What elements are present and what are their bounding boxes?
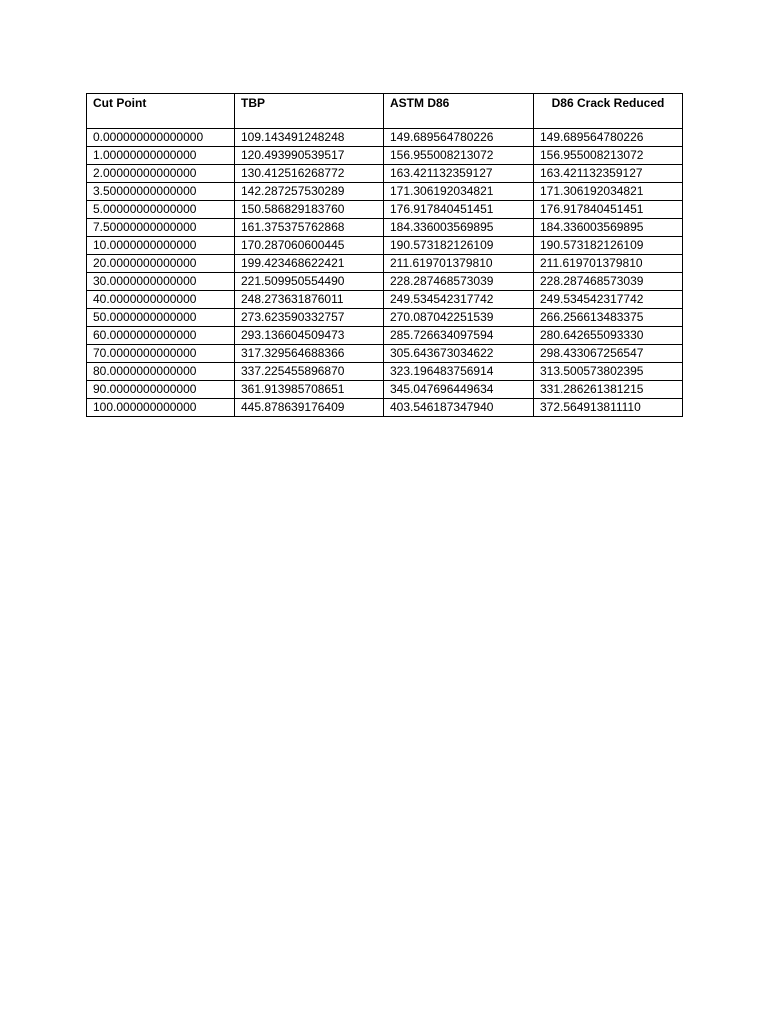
distillation-table bbox=[86, 93, 683, 417]
cell-cut-point: 60.0000000000000 bbox=[87, 327, 235, 345]
table-row bbox=[87, 381, 683, 399]
table-row bbox=[87, 345, 683, 363]
cell-astm-d86: 184.336003569895 bbox=[384, 219, 534, 237]
table-row bbox=[87, 237, 683, 255]
header-astm-d86: ASTM D86 bbox=[384, 94, 534, 129]
cell-d86-crack-reduced: 249.534542317742 bbox=[534, 291, 683, 309]
cell-cut-point: 3.50000000000000 bbox=[87, 183, 235, 201]
cell-astm-d86: 228.287468573039 bbox=[384, 273, 534, 291]
table-row bbox=[87, 219, 683, 237]
cell-d86-crack-reduced: 313.500573802395 bbox=[534, 363, 683, 381]
table-row bbox=[87, 327, 683, 345]
header-tbp: TBP bbox=[235, 94, 384, 129]
cell-astm-d86: 270.087042251539 bbox=[384, 309, 534, 327]
header-d86-crack-reduced: D86 Crack Reduced bbox=[534, 94, 683, 129]
cell-tbp: 248.273631876011 bbox=[235, 291, 384, 309]
cell-astm-d86: 176.917840451451 bbox=[384, 201, 534, 219]
table-row bbox=[87, 129, 683, 147]
table-row bbox=[87, 255, 683, 273]
cell-cut-point: 1.00000000000000 bbox=[87, 147, 235, 165]
cell-astm-d86: 190.573182126109 bbox=[384, 237, 534, 255]
table-row bbox=[87, 291, 683, 309]
cell-astm-d86: 323.196483756914 bbox=[384, 363, 534, 381]
cell-astm-d86: 149.689564780226 bbox=[384, 129, 534, 147]
cell-tbp: 445.878639176409 bbox=[235, 399, 384, 417]
cell-tbp: 150.586829183760 bbox=[235, 201, 384, 219]
cell-d86-crack-reduced: 228.287468573039 bbox=[534, 273, 683, 291]
cell-astm-d86: 211.619701379810 bbox=[384, 255, 534, 273]
cell-d86-crack-reduced: 156.955008213072 bbox=[534, 147, 683, 165]
cell-tbp: 142.287257530289 bbox=[235, 183, 384, 201]
cell-tbp: 337.225455896870 bbox=[235, 363, 384, 381]
table-row bbox=[87, 363, 683, 381]
cell-d86-crack-reduced: 171.306192034821 bbox=[534, 183, 683, 201]
table-row bbox=[87, 273, 683, 291]
cell-astm-d86: 171.306192034821 bbox=[384, 183, 534, 201]
cell-cut-point: 30.0000000000000 bbox=[87, 273, 235, 291]
cell-tbp: 273.623590332757 bbox=[235, 309, 384, 327]
cell-d86-crack-reduced: 163.421132359127 bbox=[534, 165, 683, 183]
cell-cut-point: 20.0000000000000 bbox=[87, 255, 235, 273]
header-row bbox=[87, 94, 683, 129]
table-row bbox=[87, 309, 683, 327]
cell-cut-point: 70.0000000000000 bbox=[87, 345, 235, 363]
cell-cut-point: 10.0000000000000 bbox=[87, 237, 235, 255]
table-header bbox=[87, 94, 683, 129]
cell-astm-d86: 305.643673034622 bbox=[384, 345, 534, 363]
cell-astm-d86: 249.534542317742 bbox=[384, 291, 534, 309]
cell-tbp: 170.287060600445 bbox=[235, 237, 384, 255]
cell-tbp: 120.493990539517 bbox=[235, 147, 384, 165]
table-row bbox=[87, 147, 683, 165]
cell-tbp: 317.329564688366 bbox=[235, 345, 384, 363]
cell-d86-crack-reduced: 331.286261381215 bbox=[534, 381, 683, 399]
cell-d86-crack-reduced: 372.564913811110 bbox=[534, 399, 683, 417]
cell-astm-d86: 163.421132359127 bbox=[384, 165, 534, 183]
cell-tbp: 293.136604509473 bbox=[235, 327, 384, 345]
cell-astm-d86: 285.726634097594 bbox=[384, 327, 534, 345]
table-row bbox=[87, 183, 683, 201]
cell-cut-point: 50.0000000000000 bbox=[87, 309, 235, 327]
table-body bbox=[87, 129, 683, 417]
cell-d86-crack-reduced: 149.689564780226 bbox=[534, 129, 683, 147]
cell-tbp: 361.913985708651 bbox=[235, 381, 384, 399]
cell-astm-d86: 156.955008213072 bbox=[384, 147, 534, 165]
cell-d86-crack-reduced: 298.433067256547 bbox=[534, 345, 683, 363]
cell-d86-crack-reduced: 211.619701379810 bbox=[534, 255, 683, 273]
cell-d86-crack-reduced: 184.336003569895 bbox=[534, 219, 683, 237]
cell-cut-point: 7.50000000000000 bbox=[87, 219, 235, 237]
cell-cut-point: 0.000000000000000 bbox=[87, 129, 235, 147]
cell-astm-d86: 403.546187347940 bbox=[384, 399, 534, 417]
cell-tbp: 130.412516268772 bbox=[235, 165, 384, 183]
cell-tbp: 199.423468622421 bbox=[235, 255, 384, 273]
table-row bbox=[87, 165, 683, 183]
cell-cut-point: 2.00000000000000 bbox=[87, 165, 235, 183]
table-row bbox=[87, 201, 683, 219]
table-row bbox=[87, 399, 683, 417]
cell-tbp: 109.143491248248 bbox=[235, 129, 384, 147]
cell-d86-crack-reduced: 266.256613483375 bbox=[534, 309, 683, 327]
cell-tbp: 161.375375762868 bbox=[235, 219, 384, 237]
cell-tbp: 221.509950554490 bbox=[235, 273, 384, 291]
cell-cut-point: 100.000000000000 bbox=[87, 399, 235, 417]
cell-d86-crack-reduced: 280.642655093330 bbox=[534, 327, 683, 345]
cell-cut-point: 90.0000000000000 bbox=[87, 381, 235, 399]
cell-cut-point: 80.0000000000000 bbox=[87, 363, 235, 381]
cell-d86-crack-reduced: 176.917840451451 bbox=[534, 201, 683, 219]
cell-d86-crack-reduced: 190.573182126109 bbox=[534, 237, 683, 255]
cell-astm-d86: 345.047696449634 bbox=[384, 381, 534, 399]
header-cut-point: Cut Point bbox=[87, 94, 235, 129]
cell-cut-point: 5.00000000000000 bbox=[87, 201, 235, 219]
cell-cut-point: 40.0000000000000 bbox=[87, 291, 235, 309]
